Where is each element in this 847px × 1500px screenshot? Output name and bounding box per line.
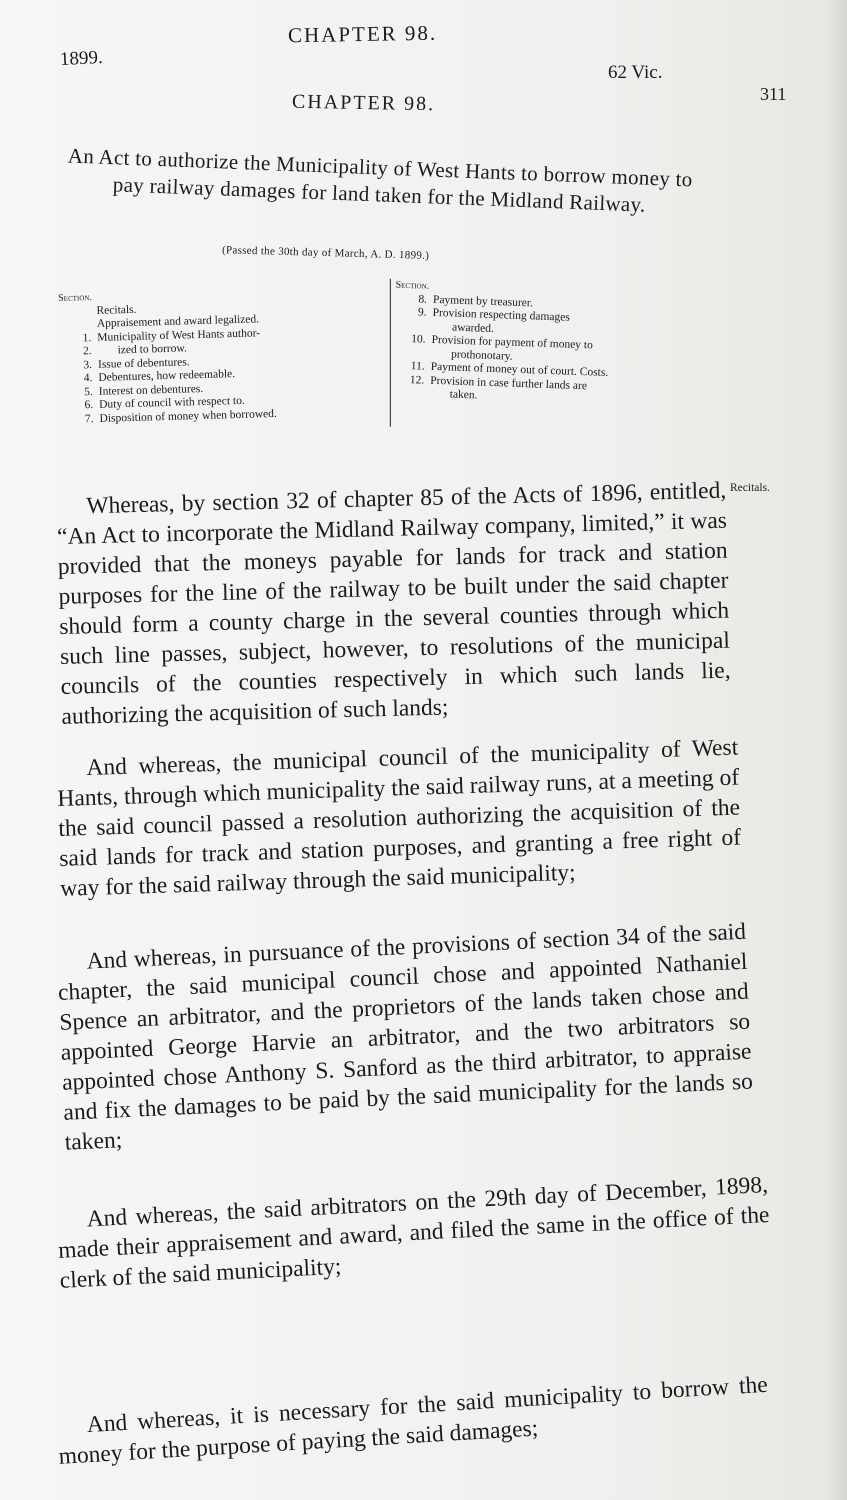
act-title: An Act to authorize the Municipality of West Hants to borrow money to pay railway damages for land taken for the Midland Railway. — [67, 143, 694, 217]
toc-entry: 4. Debentures, how redeemable. — [83, 368, 236, 385]
paragraph-recital-4 — [56, 1169, 772, 1295]
paragraph-recital-3 — [56, 916, 755, 1157]
toc-entry: 11. Payment of money out of court. Costs. — [410, 360, 609, 380]
passed-date: (Passed the 30th day of March, A. D. 1899.) — [221, 244, 430, 262]
toc-right-heading: Section. — [395, 279, 430, 292]
margin-note-recitals: Recitals. — [730, 482, 770, 494]
toc-entry: 8. Payment by treasurer. — [418, 292, 534, 309]
paragraph-text: And whereas, the said arbitrators on the 29th day of December, 1898, made their appraisement and award, and filed the same in the office of the clerk of the said municipality; — [57, 1171, 771, 1294]
toc-left-heading: Section. — [58, 292, 93, 304]
toc-entry: 3. Issue of debentures. — [83, 355, 190, 371]
table-of-contents — [58, 274, 722, 442]
toc-entry: 7. Disposition of money when borrowed. — [84, 407, 277, 425]
toc-entry: 9. Provision respecting damages — [417, 306, 571, 324]
page-number: 311 — [760, 84, 787, 104]
paragraph-text: And whereas, it is necessary for the said municipality to borrow the money for the purpose of paying the said damages; — [57, 1371, 769, 1470]
toc-entry: Appraisement and award legalized. — [96, 313, 260, 330]
toc-divider — [390, 279, 391, 427]
toc-left-column — [58, 283, 392, 427]
chapter-title: CHAPTER 98. — [291, 90, 436, 116]
paragraph-recital-1 — [56, 475, 732, 731]
header-running-title: CHAPTER 98. — [287, 20, 438, 48]
header-year: 1899. — [59, 46, 104, 71]
toc-entry: 2. ized to borrow. — [82, 342, 187, 358]
toc-entry: 10. Provision for payment of money to — [411, 333, 594, 352]
toc-entry: Recitals. — [96, 303, 137, 317]
toc-entry: 5. Interest on debentures. — [84, 382, 204, 398]
paragraph-recital-2 — [56, 732, 742, 903]
toc-entry: awarded. — [451, 321, 495, 335]
toc-entry: prothonotary. — [450, 348, 513, 363]
toc-entry: 12. Provision in case further lands are — [409, 373, 588, 392]
page-edge-shadow — [827, 0, 847, 1500]
paragraph-recital-5 — [56, 1369, 770, 1471]
header-regnal-year: 62 Vic. — [608, 62, 663, 83]
paragraph-text: And whereas, the municipal council of the municipality of West Hants, through which municipality the said railway runs, at a meeting of the said council passed a resolution authorizing the acquisition of the said lands for track and station purposes, and granting a free right of way for the said railway through the said municipality; — [57, 734, 742, 902]
paragraph-text: And whereas, in pursuance of the provisions of section 34 of the said chapter, the said municipal council chose and appointed Nathaniel Spence an arbitrator, and the proprietors of the lands taken chose and appointed George Harvie an arbitrator, and the two arbitrators so appointed chose Anthony S. Sanford as the third arbitrator, to appraise and fix the damages to be paid by the said municipality for the lands so taken; — [57, 918, 754, 1156]
toc-entry: 6. Duty of council with respect to. — [84, 394, 245, 412]
toc-right-column — [392, 279, 716, 412]
paragraph-text: Whereas, by section 32 of chapter 85 of the Acts of 1896, entitled, “An Act to incorporate the Midland Railway company, limited,” it was provided that the moneys payable for lands for track and station purposes for the line of the railway to be built under the said chapter should form a county charge in the several counties through which such line passes, subject, however, to resolutions of the municipal councils of the counties respectively in which such lands lie, authorizing the acquisition of such lands; — [56, 477, 731, 730]
toc-entry: taken. — [449, 388, 478, 402]
toc-entry: 1. Municipality of West Hants author- — [82, 326, 261, 344]
